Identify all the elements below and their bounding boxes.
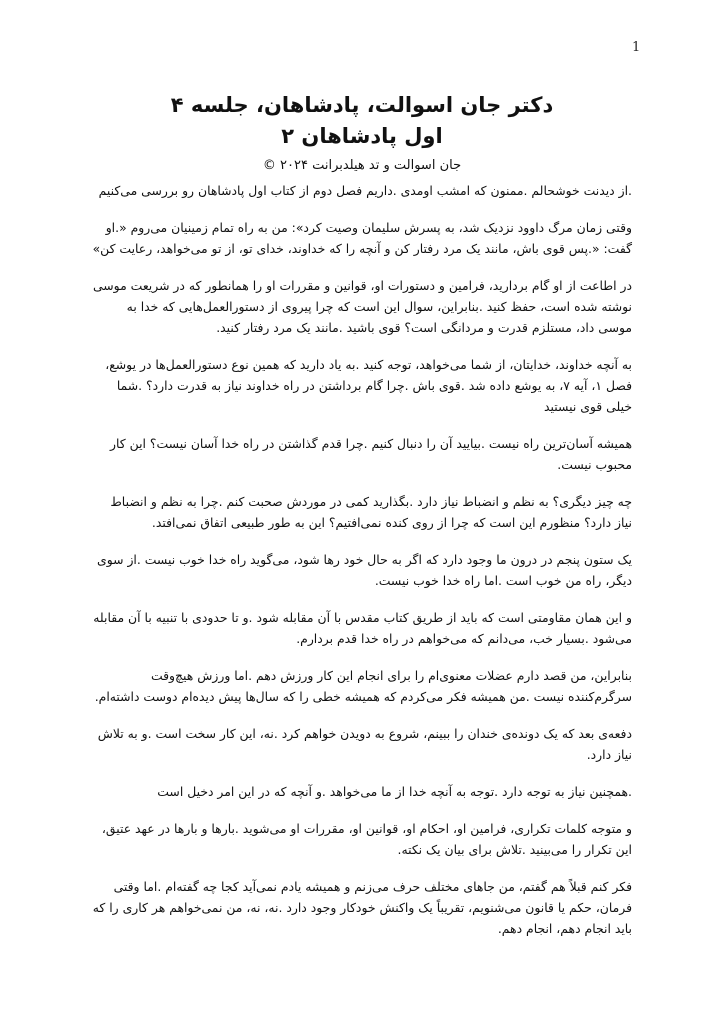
paragraph: و این همان مقاومتی است که باید از طریق کتاب مقدس با آن مقابله شود .و تا حدودی با تنبیه با آن مقابله می‌شود .بسیار خب، می‌دانم که می‌خواهم در راه خدا قدم بردارم.: [93, 610, 632, 646]
document-header: [0, 90, 724, 176]
document-body: [92, 180, 632, 955]
paragraph: دفعه‌ی بعد که یک دونده‌ی خندان را ببینم، شروع به دویدن خواهم کرد .نه، این کار سخت است .و به تلاش نیاز دارد.: [97, 726, 632, 762]
paragraph: در اطاعت از او گام بردارید، فرامین و دستورات او، قوانین و مقررات او را همانطور که در شریعت موسی نوشته شده است، حفظ کنید .بنابراین، سوال این است که چرا پیروی از دستورالعمل‌هایی که خدا به موسی داد، مستلزم قدرت و مردانگی است؟ قوی باشید .مانند یک مرد رفتار کنید.: [92, 278, 632, 335]
page-subtitle: اول پادشاهان ۲: [281, 124, 443, 148]
page-number: 1: [632, 40, 641, 55]
paragraph: به آنچه خداوند، خدایتان، از شما می‌خواهد، توجه کنید .به یاد دارید که همین نوع دستورالعمل‌ها در یوشع، فصل ۱، آیه ۷، به یوشع داده شد .قوی باش .چرا گام برداشتن در راه خداوند نیاز به قدرت دارد؟ .شما خیلی قوی نیستید: [105, 357, 632, 414]
paragraph: یک ستون پنجم در درون ما وجود دارد که اگر به حال خود رها شود، می‌گوید راه خدا خوب نیست .از سوی دیگر، راه من خوب است .اما راه خدا خوب نیست.: [97, 552, 632, 588]
paragraph: فکر کنم قبلاً هم گفتم، من جاهای مختلف حرف می‌زنم و همیشه یادم نمی‌آید کجا چه گفته‌ام .اما وقتی فرمان، حکم یا قانون می‌شنویم، تقریباً یک واکنش خودکار وجود دارد .نه، نه، من نمی‌خواهم هر کاری را که باید انجام دهم، انجام دهم.: [92, 879, 632, 936]
paragraph: و متوجه کلمات تکراری، فرامین او، احکام او، قوانین او، مقررات او می‌شوید .بارها و بارها در عهد عتیق، این تکرار را می‌بینید .تلاش برای بیان یک نکته.: [101, 821, 632, 857]
paragraph: .از دیدنت خوشحالم .ممنون که امشب اومدی .داریم فصل دوم از کتاب اول پادشاهان رو بررسی می‌کنیم: [98, 183, 632, 198]
paragraph: .همچنین نیاز به توجه دارد .توجه به آنچه خدا از ما می‌خواهد .و آنچه که در این امر دخیل است: [157, 784, 632, 799]
paragraph: چه چیز دیگری؟ به نظم و انضباط نیاز دارد .بگذارید کمی در موردش صحبت کنم .چرا به نظم و انضباط نیاز دارد؟ منظورم این است که چرا از روی کنده نمی‌افتیم؟ این به طور طبیعی اتفاق نمی‌افتد.: [110, 494, 632, 530]
paragraph: وقتی زمان مرگ داوود نزدیک شد، به پسرش سلیمان وصیت کرد»: من به راه تمام زمینیان می‌روم «.او گفت: «.پس قوی باش، مانند یک مرد رفتار کن و آنچه را که خداوند، خدای تو، از تو می‌خواهد، رعایت کن»: [92, 220, 632, 256]
paragraph: بنابراین، من قصد دارم عضلات معنوی‌ام را برای انجام این کار ورزش دهم .اما ورزش هیچ‌وقت سرگرم‌کننده نیست .من همیشه فکر می‌کردم که همیشه خطی را که سال‌ها پیش دیده‌ام دوست داشته‌ام.: [94, 668, 632, 704]
paragraph: همیشه آسان‌ترین راه نیست .بیایید آن را دنبال کنیم .چرا قدم گذاشتن در راه خدا آسان نیست؟ این کار محبوب نیست.: [110, 436, 632, 472]
page-title: دکتر جان اسوالت، پادشاهان، جلسه ۴: [170, 93, 554, 117]
author-byline: جان اسوالت و تد هیلدبرانت ۲۰۲۴ ©: [262, 158, 462, 173]
